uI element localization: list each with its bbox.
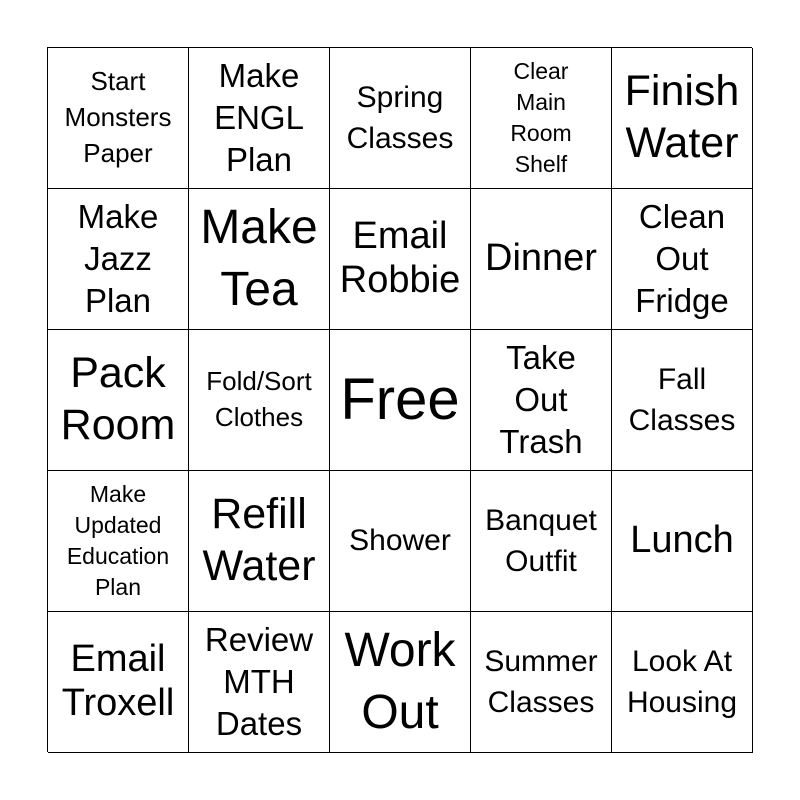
cell-label: Make Updated Education Plan bbox=[66, 480, 170, 601]
cell-label: Clear Main Room Shelf bbox=[510, 57, 572, 178]
bingo-cell[interactable] bbox=[48, 48, 189, 189]
bingo-cell[interactable] bbox=[189, 471, 330, 612]
bingo-cell[interactable] bbox=[330, 189, 471, 330]
bingo-cell[interactable] bbox=[48, 471, 189, 612]
bingo-cell[interactable] bbox=[189, 330, 330, 471]
bingo-cell[interactable] bbox=[48, 330, 189, 471]
cell-label: Make ENGL Plan bbox=[214, 56, 304, 179]
cell-label: Fold/Sort Clothes bbox=[206, 366, 312, 432]
bingo-cell[interactable] bbox=[612, 471, 753, 612]
cell-label: Shower bbox=[349, 524, 451, 558]
cell-label: Email Troxell bbox=[61, 638, 175, 724]
bingo-cell[interactable] bbox=[471, 612, 612, 753]
bingo-cell[interactable] bbox=[471, 471, 612, 612]
bingo-cell[interactable] bbox=[189, 48, 330, 189]
bingo-cell[interactable] bbox=[612, 330, 753, 471]
bingo-cell[interactable] bbox=[471, 330, 612, 471]
cell-label: Summer Classes bbox=[484, 644, 598, 719]
cell-label: Start Monsters Paper bbox=[64, 66, 172, 168]
cell-label: Make Jazz Plan bbox=[77, 197, 159, 320]
bingo-cell[interactable] bbox=[189, 612, 330, 753]
bingo-cell[interactable] bbox=[330, 330, 471, 471]
bingo-cell[interactable] bbox=[48, 189, 189, 330]
cell-label: Finish Water bbox=[624, 67, 740, 167]
cell-label: Make Tea bbox=[200, 200, 318, 316]
cell-label: Free bbox=[340, 367, 460, 432]
cell-label: Take Out Trash bbox=[499, 338, 583, 461]
bingo-cell[interactable] bbox=[612, 48, 753, 189]
cell-label: Pack Room bbox=[60, 349, 176, 449]
cell-label: Fall Classes bbox=[628, 362, 736, 437]
bingo-cell[interactable] bbox=[330, 48, 471, 189]
bingo-cell[interactable] bbox=[471, 48, 612, 189]
cell-label: Work Out bbox=[344, 623, 456, 739]
cell-label: Dinner bbox=[485, 237, 597, 280]
bingo-cell[interactable] bbox=[612, 189, 753, 330]
cell-label: Spring Classes bbox=[346, 80, 454, 155]
bingo-cell[interactable] bbox=[471, 189, 612, 330]
bingo-cell[interactable] bbox=[330, 471, 471, 612]
bingo-cell[interactable] bbox=[612, 612, 753, 753]
cell-label: Email Robbie bbox=[339, 215, 461, 301]
bingo-cell[interactable] bbox=[48, 612, 189, 753]
bingo-board bbox=[47, 47, 752, 752]
cell-label: Clean Out Fridge bbox=[635, 197, 729, 320]
cell-label: Refill Water bbox=[202, 490, 316, 590]
bingo-cell[interactable] bbox=[189, 189, 330, 330]
cell-label: Look At Housing bbox=[626, 644, 738, 719]
cell-label: Review MTH Dates bbox=[204, 620, 314, 743]
cell-label: Banquet Outfit bbox=[485, 503, 597, 578]
cell-label: Lunch bbox=[630, 519, 734, 562]
bingo-cell[interactable] bbox=[330, 612, 471, 753]
